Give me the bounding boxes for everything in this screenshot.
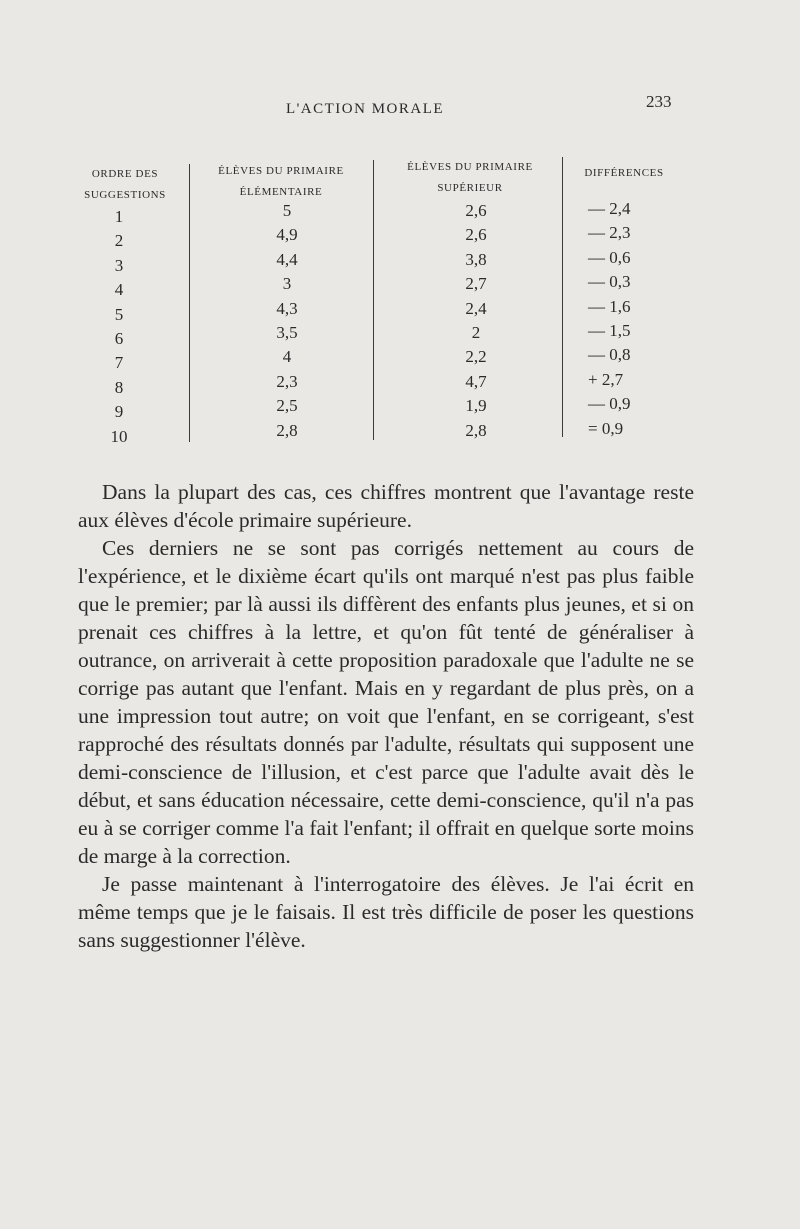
column-divider — [373, 160, 374, 440]
header-differences: DIFFÉRENCES — [584, 167, 664, 179]
table-cell: 5 — [114, 304, 124, 324]
table-cell: 10 — [110, 426, 128, 446]
table-cell: 2,7 — [465, 274, 487, 294]
table-cell: 4,3 — [276, 298, 298, 318]
table-cell: 2,8 — [276, 420, 298, 440]
differences-column — [588, 197, 674, 441]
table-cell: — 0,9 — [588, 394, 631, 414]
superieur-column — [444, 199, 508, 443]
table-cell: 1 — [114, 207, 124, 226]
table-cell: 8 — [114, 377, 124, 397]
page-number: 233 — [646, 92, 672, 111]
header-elementaire-line1: ÉLÈVES DU PRIMAIRE — [218, 165, 344, 177]
table-cell: 2,2 — [465, 347, 487, 367]
table-cell: 4,7 — [465, 371, 487, 391]
table-cell: = 0,9 — [588, 418, 624, 438]
header-elementaire-line2: ÉLÉMENTAIRE — [239, 186, 323, 198]
table-cell: 3,8 — [465, 249, 487, 269]
table-cell: 4,4 — [276, 249, 298, 269]
table-cell: 2 — [114, 231, 124, 251]
table-cell: 7 — [114, 353, 124, 373]
table-cell: — 0,6 — [588, 247, 631, 267]
paragraph: Dans la plupart des cas, ces chiffres montrent que l'avantage reste aux élèves d'école primaire supérieure. — [78, 480, 694, 532]
header-order-line1: ORDRE DES — [91, 168, 159, 180]
header-superieur-line1: ÉLÈVES DU PRIMAIRE — [407, 161, 533, 173]
paragraph: Ces derniers ne se sont pas corrigés nettement au cours de l'expérience, et le dixième écart qu'ils ont marqué n'est pas plus faible que le premier; par là aussi ils diffèrent des enfants plus jeunes, et si on prenait ces chiffres à la lettre, et qu'on fût tenté de généraliser à outrance, on arriverait à cette proposition paradoxale que l'adulte ne se corrige pas autant que l'enfant. Mais en y regardant de plus près, on a une impression tout autre; on voit que l'enfant, en se corrigeant, s'est rapproché des résultats donnés par l'adulte, résultats qui supposent une demi-conscience de l'illusion, et c'est parce que l'adulte avait dès le début, et sans éducation nécessaire, cette demi-conscience, qu'il n'a pas eu à se corriger comme l'a fait l'enfant; il offrait en quelque sorte moins de marge à la correction. — [78, 536, 694, 868]
body-text — [78, 478, 694, 954]
table-cell: 2,3 — [276, 371, 298, 391]
order-column — [104, 205, 134, 449]
paragraph: Je passe maintenant à l'interrogatoire des élèves. Je l'ai écrit en même temps que je le faisais. Il est très difficile de poser les questions sans suggestionner l'élève. — [78, 872, 694, 952]
table-cell: 2 — [471, 322, 481, 342]
table-cell: 2,6 — [465, 201, 487, 220]
table-cell: — 2,4 — [588, 199, 631, 218]
table-cell: 4 — [282, 347, 292, 367]
table-cell: 2,6 — [465, 225, 487, 245]
table-cell: — 0,3 — [588, 272, 631, 292]
table-cell: + 2,7 — [588, 369, 624, 389]
table-cell: — 0,8 — [588, 345, 631, 365]
table-cell: 9 — [114, 402, 124, 422]
table-cell: 2,5 — [276, 396, 298, 416]
table-cell: 3 — [282, 274, 292, 294]
table-cell: 2,4 — [465, 298, 487, 318]
data-table — [0, 0, 800, 460]
elementaire-column — [262, 199, 312, 443]
table-cell: 5 — [282, 201, 292, 220]
column-divider — [562, 157, 563, 437]
table-cell: — 1,5 — [588, 320, 631, 340]
table-cell: 6 — [114, 328, 124, 348]
table-cell: — 1,6 — [588, 296, 631, 316]
table-cell: 4 — [114, 280, 124, 300]
header-superieur-line2: SUPÉRIEUR — [437, 182, 503, 194]
table-cell: 1,9 — [465, 396, 487, 416]
table-cell: — 2,3 — [588, 223, 631, 243]
table-cell: 3 — [114, 255, 124, 275]
header-order-line2: SUGGESTIONS — [84, 189, 166, 201]
running-title: L'ACTION MORALE — [285, 101, 445, 117]
table-cell: 4,9 — [276, 225, 298, 245]
table-cell: 3,5 — [276, 322, 298, 342]
table-cell: 2,8 — [465, 420, 487, 440]
column-divider — [189, 164, 190, 442]
